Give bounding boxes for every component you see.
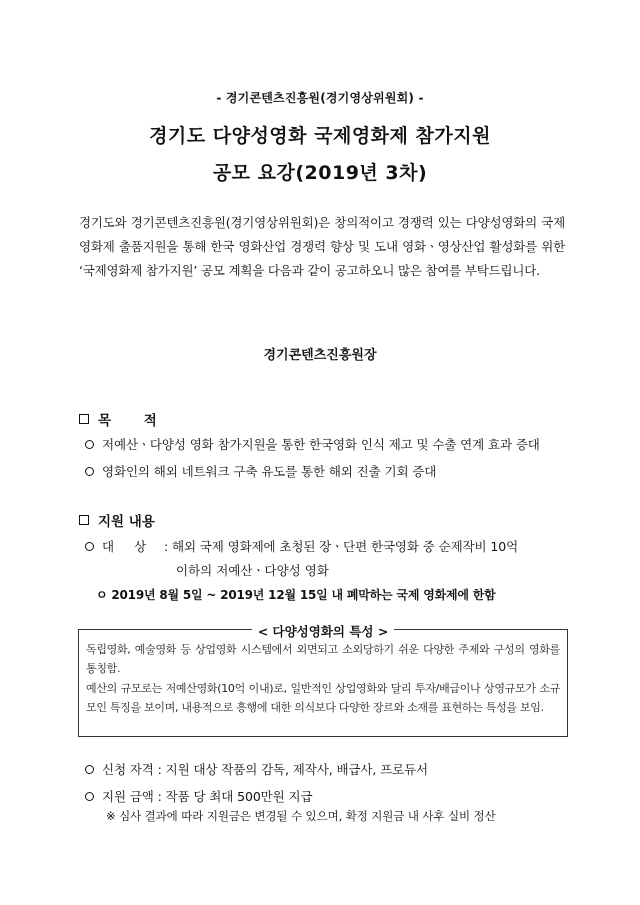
circle-bullet-icon [85, 542, 94, 551]
section-purpose-label: 목 적 [98, 413, 171, 429]
purpose-item [85, 462, 436, 480]
info-box-paragraph: 독립영화, 예술영화 등 상업영화 시스템에서 외면되고 소외당하기 쉬운 다양한 주제와 구성의 영화를 통칭함. [86, 643, 560, 675]
purpose-item-text: 영화인의 해외 네트워크 구축 유도를 통한 해외 진출 기회 증대 [102, 464, 437, 479]
info-box-title-wrap [79, 621, 567, 640]
section-support-heading [79, 510, 155, 530]
circle-bullet-icon [85, 792, 94, 801]
circle-bullet-icon [85, 765, 94, 774]
amount-item [85, 787, 312, 805]
intro-paragraph: 경기도와 경기콘텐츠진흥원(경기영상위원회)은 창의적이고 경쟁력 있는 다양성영화의 국제영화제 출품지원을 통해 한국 영화산업 경쟁력 향상 및 도내 영화ㆍ영상산업 활성화를 위한 ‘국제영화제 참가지원’ 공모 계획을 다음과 같이 공고하오니 많은 참여를 부탁드립니다. [79, 215, 565, 278]
target-label: 대상 [102, 539, 167, 554]
purpose-item [85, 435, 540, 453]
purpose-item-text: 저예산ㆍ다양성 영화 참가지원을 통한 한국영화 인식 제고 및 수출 연계 효과 증대 [102, 437, 540, 452]
target-item [85, 537, 518, 555]
target-text: : 해외 국제 영화제에 초청된 장ㆍ단편 한국영화 중 순제작비 10억 [164, 539, 519, 554]
info-box-paragraph: 예산의 규모로는 저예산영화(10억 이내)로, 일반적인 상업영화와 달리 투자/배급이나 상영규모가 소규모인 특징을 보이며, 내용적으로 흥행에 대한 의식보다 다양한 장르와 소재를 표현하는 특성을 보임. [86, 682, 560, 714]
eligibility-text: 신청 자격 : 지원 대상 작품의 감독, 제작사, 배급사, 프로듀서 [102, 762, 429, 777]
square-bullet-icon [79, 414, 89, 424]
amount-text: 지원 금액 : 작품 당 최대 500만원 지급 [102, 789, 313, 804]
info-box-title: < 다양성영화의 특성 > [252, 624, 395, 639]
signer-line: 경기콘텐츠진흥원장 [263, 348, 377, 363]
circle-bullet-icon [85, 440, 94, 449]
organization-line: - 경기콘텐츠진흥원(경기영상위원회) - [216, 91, 424, 105]
section-purpose-heading [79, 409, 171, 429]
circle-bullet-icon [85, 467, 94, 476]
eligibility-item [85, 760, 428, 778]
target-text-continued: 이하의 저예산ㆍ다양성 영화 [176, 563, 329, 578]
document-title: 경기도 다양성영화 국제영화제 참가지원 [149, 125, 491, 147]
section-support-label: 지원 내용 [98, 514, 155, 530]
document-subtitle: 공모 요강(2019년 3차) [212, 162, 428, 184]
period-line: ㅇ 2019년 8월 5일 ~ 2019년 12월 15일 내 폐막하는 국제 영화제에 한함 [96, 588, 496, 602]
diversity-film-info-box [78, 624, 568, 737]
amount-note: ※ 심사 결과에 따라 지원금은 변경될 수 있으며, 확정 지원금 내 사후 실비 정산 [106, 809, 496, 823]
square-bullet-icon [79, 515, 89, 525]
